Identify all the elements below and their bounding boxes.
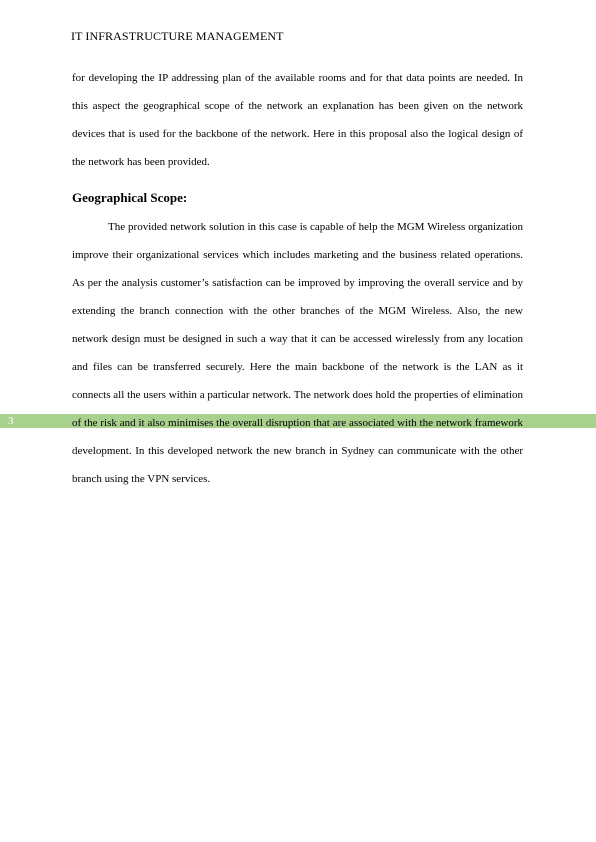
section-paragraph: The provided network solution in this case is capable of help the MGM Wireless organization improve their organizational services which includes marketing and the business related operations. As per the analysis customer’s satisfaction can be improved by improving the overall service and by extending the branch connection with the other branches of the MGM Wireless. Also, the new network design must be designed in such a way that it can be accessed wirelessly from any location and files can be transferred securely. Here the main backbone of the network is the LAN as it connects all the users within a particular network. The network does hold the properties of elimination of the risk and it also minimises the overall disruption that are associated with the network framework development. In this developed network the new branch in Sydney can communicate with the other branch using the VPN services. — [72, 221, 523, 485]
page-number: 3 — [8, 415, 14, 427]
intro-paragraph: for developing the IP addressing plan of the available rooms and for that data points are needed. In this aspect the geographical scope of the network an explanation has been given on the network devices that is used for the backbone of the network. Here in this proposal also the logical design of the network has been provided. — [72, 72, 523, 168]
running-header: IT INFRASTRUCTURE MANAGEMENT — [71, 29, 284, 43]
section-heading: Geographical Scope: — [72, 190, 188, 205]
